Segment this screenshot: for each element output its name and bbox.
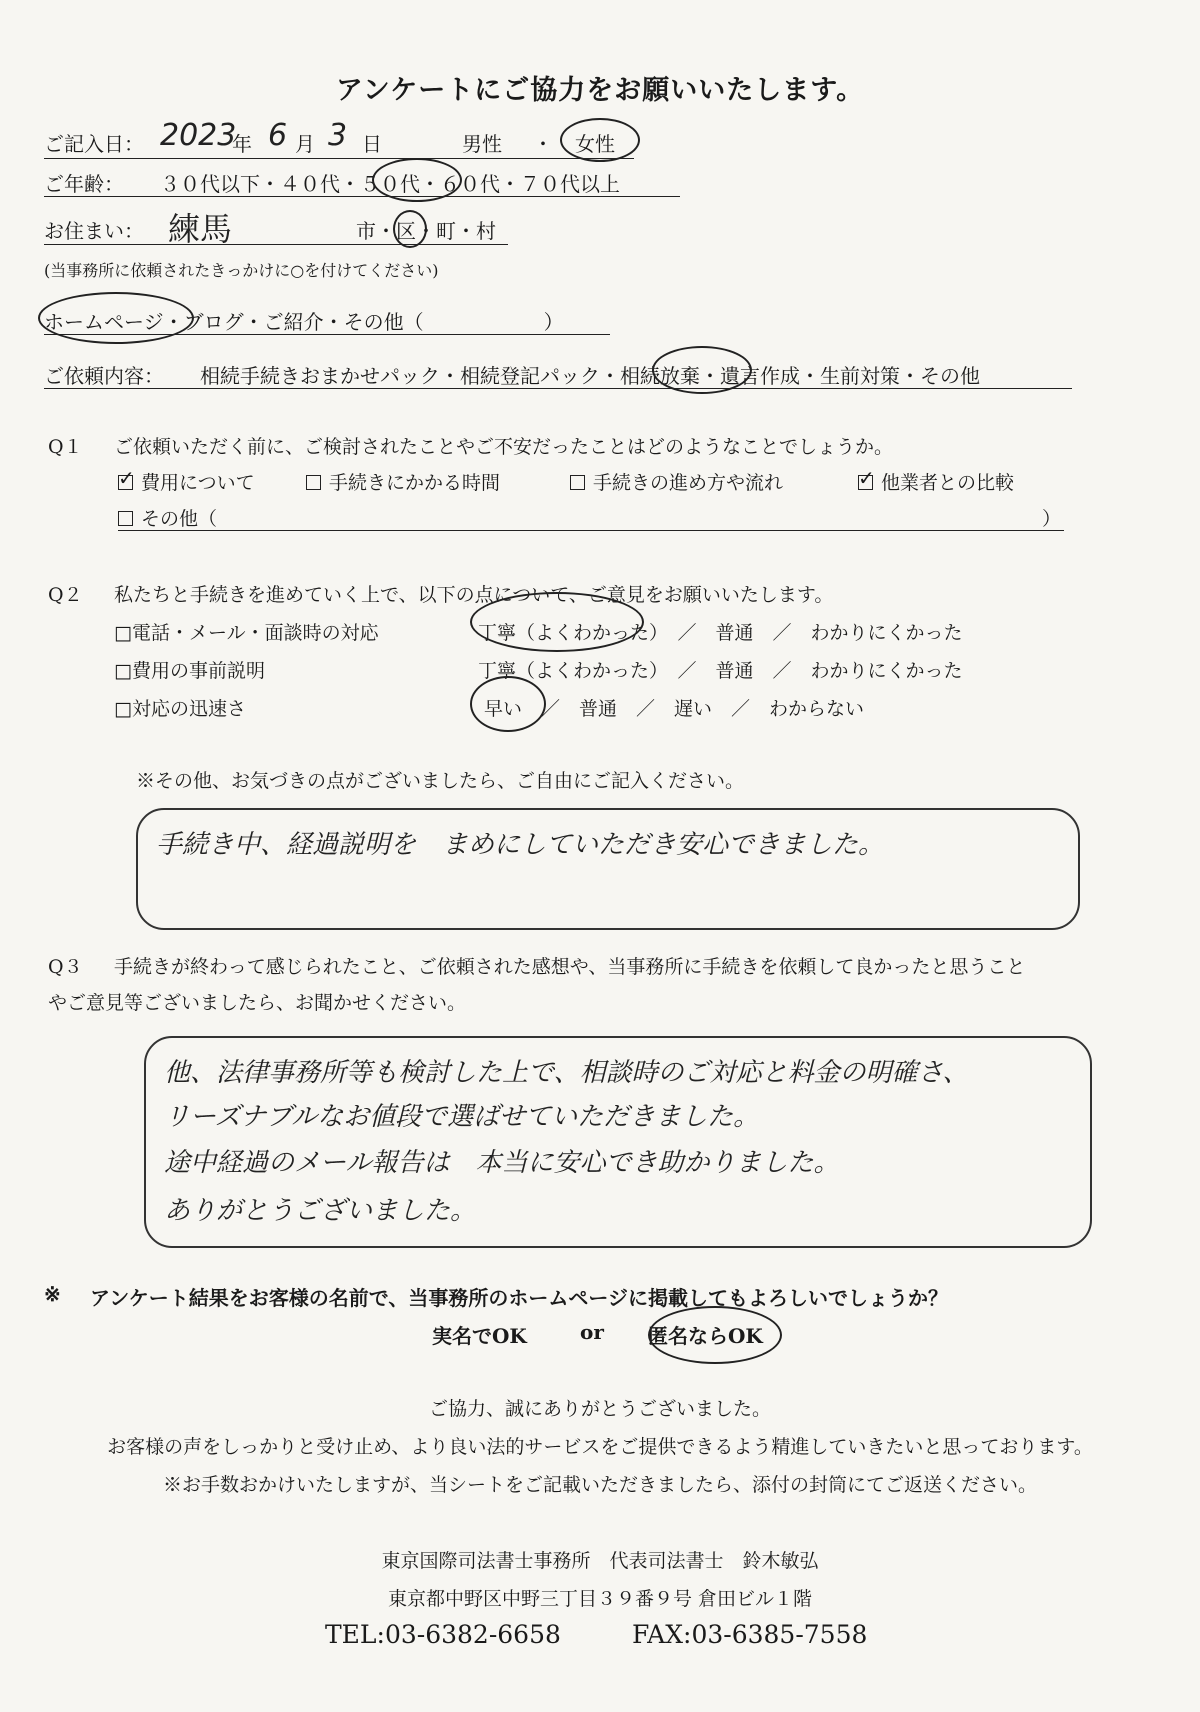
q1-number: Q１ [48,436,83,458]
trigger-options: ホームページ・ブログ・ご紹介・その他（ ） [44,310,564,334]
q1-other-close: ） [1042,508,1062,530]
q2-row-speed-circle [470,676,546,732]
residence-units: 市・区・町・村 [356,219,496,243]
residence-selected-circle [393,210,427,248]
q2-row-contact-label: □電話・メール・面談時の対応 [114,622,379,644]
request-underline [44,388,1072,389]
closing-return-note: ※お手数おかけいたしますが、当シートをご記載いただきましたら、添付の封筒にてご返送ください。 [162,1474,1037,1496]
entry-year: 2023 [160,118,237,153]
q3-answer-line-4: ありがとうございました。 [164,1196,477,1226]
q1-option-flow-label: 手続きの進め方や流れ [593,472,784,494]
q2-row-speed-label: □対応の迅速さ [114,698,246,720]
age-option-50: ５０代 [360,172,420,196]
trigger-underline [44,334,610,335]
residence-unit-town: 町 [436,219,456,243]
q2-row-speed-choices: 早い ／ 普通 ／ 遅い ／ わからない [484,698,865,720]
office-tel: TEL:03-6382-6658 [325,1620,561,1649]
q2-free-answer: 手続き中、経過説明を まめにしていただき安心できました。 [156,830,885,860]
entry-month: 6 [268,118,288,153]
q1-text: ご依頼いただく前に、ご検討されたことやご不安だったことはどのようなことでしょうか。 [114,436,894,458]
age-label: ご年齢： [44,172,124,196]
office-address: 東京都中野区中野三丁目３９番９号 倉田ビル１階 [387,1588,813,1610]
publish-mark: ※ [44,1282,61,1306]
q1-option-cost-label: 費用について [141,472,255,494]
residence-underline [44,244,508,245]
q2-row-contact-choices: 丁寧（よくわかった） ／ 普通 ／ わかりにくかった [478,622,963,644]
gender-female: 女性 [575,132,615,156]
q2-row-contact-circle [470,592,644,652]
age-option-70: ７０代以上 [520,172,620,196]
checkbox-icon [118,511,133,526]
q1-option-compare[interactable] [858,468,1014,495]
trigger-note: (当事務所に依頼されたきっかけに○を付けてください) [44,261,439,280]
q1-option-time-label: 手続きにかかる時間 [329,472,501,494]
q2-row-fee-choices: 丁寧（よくわかった） ／ 普通 ／ わかりにくかった [478,660,963,682]
age-options: ３０代以下・４０代・５０代・６０代・７０代以上 [160,172,620,196]
gender-sep: ・ [533,132,553,156]
q1-option-cost[interactable] [118,468,255,495]
survey-title: アンケートにご協力をお願いいたします。 [335,75,865,106]
publish-question: アンケート結果をお客様の名前で、当事務所のホームページに掲載してもよろしいでしょうか？ [90,1286,948,1310]
entry-day-unit: 日 [362,132,382,156]
request-options: 相続手続きおまかせパック・相続登記パック・相続放棄・遺言作成・生前対策・その他 [200,364,980,388]
q3-answer-line-2: リーズナブルなお値段で選ばせていただきました。 [164,1102,760,1132]
q2-text: 私たちと手続きを進めていく上で、以下の点について、ご意見をお願いいたします。 [114,584,834,606]
q3-answer-line-1: 他、法律事務所等も検討した上で、相談時のご対応と料金の明確さ、 [164,1058,969,1088]
age-underline [44,196,680,197]
q1-option-flow[interactable] [570,468,783,495]
closing-message: お客様の声をしっかりと受け止め、より良い法的サービスをご提供できるよう精進していきたいと思っております。 [107,1436,1093,1458]
checkbox-icon [306,475,321,490]
q2-row-fee-label: □費用の事前説明 [114,660,265,682]
q1-other-underline [118,530,1064,531]
checkbox-checked-icon [118,475,133,490]
q3-number: Q３ [48,956,83,978]
residence-value: 練馬 [168,210,233,248]
request-label: ご依頼内容： [44,364,164,388]
residence-unit-ward: 区 [396,219,416,243]
q1-option-other[interactable] [118,504,217,531]
checkbox-checked-icon [858,475,873,490]
q2-free-prompt: ※その他、お気づきの点がございましたら、ご自由にご記入ください。 [136,770,745,792]
request-selected-circle [652,346,752,394]
office-name: 東京国際司法書士事務所 代表司法書士 鈴木敏弘 [381,1550,819,1572]
age-option-30: ３０代以下 [160,172,260,196]
office-fax: FAX:03-6385-7558 [632,1620,868,1649]
entry-day: 3 [328,118,348,153]
entry-month-unit: 月 [295,132,315,156]
entry-year-unit: 年 [232,132,252,156]
checkbox-icon [570,475,585,490]
residence-unit-village: 村 [476,219,496,243]
publish-option-anonymous[interactable]: 匿名ならOK [648,1324,763,1348]
q3-text-line2: やご意見等ございましたら、お聞かせください。 [48,992,467,1014]
q1-option-other-label: その他（ [141,508,218,530]
entry-underline [44,158,634,159]
gender-female-circle [560,118,640,162]
trigger-selected-circle [38,292,194,344]
publish-selected-circle [648,1306,782,1364]
entry-date-label: ご記入日： [44,132,144,156]
age-option-60: ６０代 [440,172,500,196]
publish-option-real-name[interactable]: 実名でOK [432,1324,527,1348]
q1-option-compare-label: 他業者との比較 [881,472,1015,494]
q1-option-time[interactable] [306,468,500,495]
publish-or: or [580,1320,604,1344]
age-option-40: ４０代 [280,172,340,196]
q2-number: Q２ [48,584,83,606]
gender-male: 男性 [462,132,502,156]
residence-unit-city: 市 [356,219,376,243]
q3-answer-line-3: 途中経過のメール報告は 本当に安心でき助かりました。 [164,1148,840,1178]
residence-label: お住まい： [44,219,144,243]
q3-text-line1: 手続きが終わって感じられたこと、ご依頼された感想や、当事務所に手続きを依頼して良かったと思うこと [114,956,1026,978]
closing-thanks: ご協力、誠にありがとうございました。 [428,1398,771,1420]
